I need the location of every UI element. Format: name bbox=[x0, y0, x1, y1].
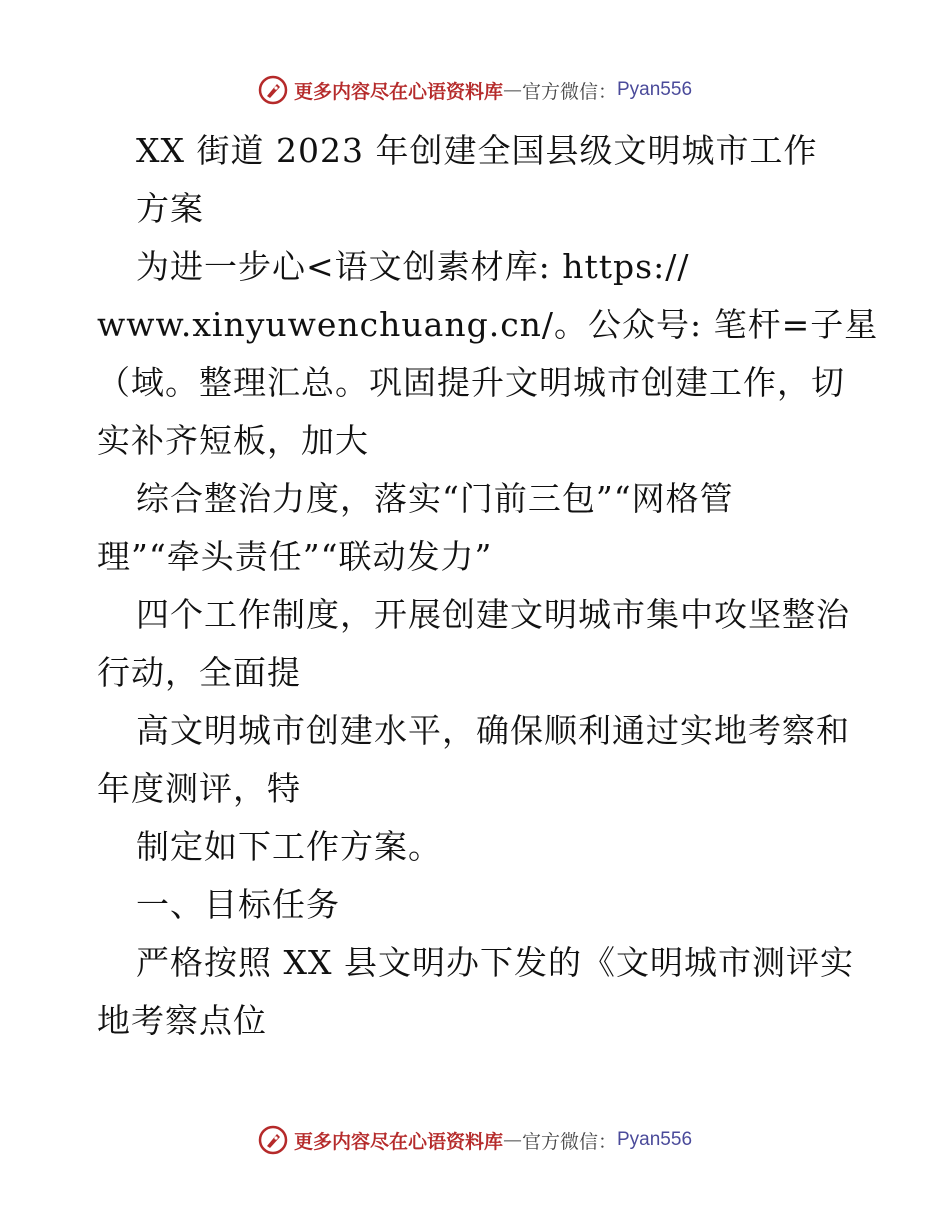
paragraph-line: www.xinyuwenchuang.cn/。公众号: 笔杆=子星 bbox=[97, 305, 879, 344]
section-heading: 一、目标任务 bbox=[136, 885, 340, 924]
paragraph-line: 年度测评，特 bbox=[97, 769, 301, 808]
banner-wechat-id: Pyan556 bbox=[617, 79, 693, 100]
banner-wechat-label: 官方微信： bbox=[521, 80, 617, 103]
paragraph-line: 制定如下工作方案。 bbox=[136, 827, 442, 866]
paragraph-line: 行动，全面提 bbox=[97, 653, 301, 692]
document-title-line-2: 方案 bbox=[136, 189, 204, 228]
footer-banner bbox=[0, 1120, 950, 1160]
pen-nib-logo-icon bbox=[258, 75, 288, 105]
banner-separator: — bbox=[502, 79, 522, 101]
banner-brand: 更多内容尽在心语资料库 bbox=[293, 1130, 503, 1153]
banner-brand: 更多内容尽在心语资料库 bbox=[293, 80, 503, 103]
banner-wechat-id: Pyan556 bbox=[617, 1129, 693, 1150]
paragraph-line: 实补齐短板，加大 bbox=[97, 421, 369, 460]
paragraph-line: 高文明城市创建水平，确保顺利通过实地考察和 bbox=[136, 711, 850, 750]
paragraph-line: 严格按照 XX 县文明办下发的《文明城市测评实 bbox=[136, 943, 854, 982]
paragraph-line: 为进一步心<语文创素材库: https:// bbox=[136, 247, 690, 286]
pen-nib-logo-icon bbox=[258, 1125, 288, 1155]
paragraph-line: 四个工作制度，开展创建文明城市集中攻坚整治 bbox=[136, 595, 850, 634]
banner-wechat-label: 官方微信： bbox=[521, 1130, 617, 1153]
paragraph-line: （域。整理汇总。巩固提升文明城市创建工作，切 bbox=[97, 363, 845, 402]
document-title-line-1: XX 街道 2023 年创建全国县级文明城市工作 bbox=[136, 131, 818, 170]
document-body bbox=[97, 122, 879, 1050]
header-banner bbox=[0, 70, 950, 110]
paragraph-line: 综合整治力度，落实“门前三包”“网格管 bbox=[136, 479, 734, 518]
paragraph-line: 地考察点位 bbox=[97, 1001, 267, 1040]
banner-separator: — bbox=[502, 1129, 522, 1151]
paragraph-line: 理”“牵头责任”“联动发力” bbox=[97, 537, 493, 576]
